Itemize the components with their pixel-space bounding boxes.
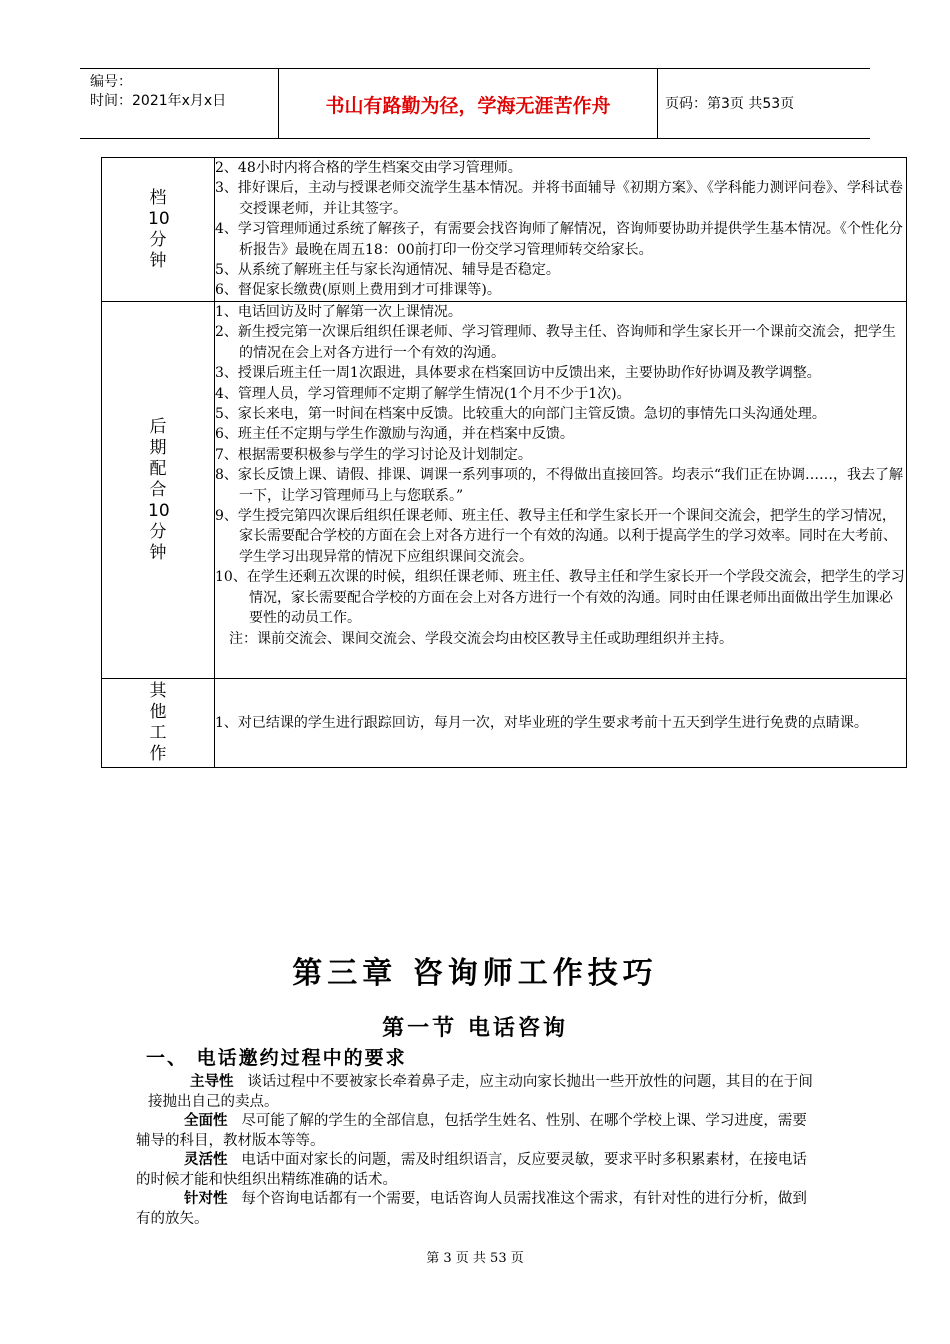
chapter-title: 第三章 咨询师工作技巧: [292, 956, 658, 991]
table-note: 注：课前交流会、课间交流会、学段交流会均由校区教导主任或助理组织并主持。: [229, 630, 733, 647]
list-item: 6、班主任不定期与学生作激励与沟通，并在档案中反馈。: [215, 426, 574, 443]
list-item: 3、授课后班主任一周1次跟进，具体要求在档案回访中反馈出来，主要协助作好协调及教学调整。: [215, 365, 821, 382]
header-page-number: 页码：第3页 共53页: [665, 96, 795, 112]
paragraph-term: 全面性: [184, 1113, 228, 1129]
list-item: 4、管理人员，学习管理师不定期了解学生情况(1个月不少于1次)。: [215, 385, 631, 402]
row-content: [215, 679, 907, 768]
table-row: [102, 302, 907, 679]
paragraph: [136, 1150, 816, 1190]
row-label-text: 后期配合10分钟: [148, 416, 170, 563]
list-item: 1、对已结课的学生进行跟踪回访，每月一次，对毕业班的学生要求考前十五天到学生进行免费的点睛课。: [215, 714, 868, 731]
list-item: 1、电话回访及时了解第一次上课情况。: [215, 304, 462, 320]
header-divider: [278, 69, 279, 138]
header-motto: 书山有路勤为径，学海无涯苦作舟: [325, 95, 611, 117]
row-label: [102, 158, 215, 302]
list-item: 5、家长来电，第一时间在档案中反馈。比较重大的向部门主管反馈。急切的事情先口头沟通处理。: [215, 406, 826, 423]
paragraph: [136, 1189, 816, 1229]
row-label-text: 档10分钟: [148, 187, 170, 271]
paragraph: [148, 1072, 816, 1112]
document-date: 时间：2021年x月x日: [90, 93, 227, 109]
list-item: 5、从系统了解班主任与家长沟通情况、辅导是否稳定。: [215, 262, 560, 279]
table-row: [102, 158, 907, 302]
document-number: 编号：: [90, 74, 132, 90]
list-item: 8、家长反馈上课、请假、排课、调课一系列事项的，不得做出直接回答。均表示“我们正在协调……，我去了解一下，让学习管理师马上与您联系。”: [215, 467, 904, 504]
list-item: 9、学生授完第四次课后组织任课老师、班主任、教导主任和学生家长开一个课间交流会，把学生的学习情况，家长需要配合学校的方面在会上对各方进行一个有效的沟通。以利于提高学生的学习效率。同时在大考前、学生学习出现异常的情况下应组织课间交流会。: [215, 508, 897, 565]
workflow-table: [101, 157, 907, 768]
header-meta: [90, 73, 226, 111]
paragraph-text: 电话中面对家长的问题，需及时组织语言，反应要灵敏，要求平时多积累素材，在接电话的时候才能和快组织出精练准确的话术。: [136, 1152, 807, 1188]
list-item: 4、学习管理师通过系统了解孩子，有需要会找咨询师了解情况，咨询师要协助并提供学生基本情况。《个性化分析报告》最晚在周五18：00前打印一份交学习管理师转交给家长。: [215, 221, 903, 258]
row-label: [102, 302, 215, 679]
list-item: 6、督促家长缴费(原则上费用到才可排课等)。: [215, 282, 501, 299]
row-label: [102, 679, 215, 768]
row-label-text: 其他工作: [149, 681, 167, 764]
list-item: 7、根据需要积极参与学生的学习讨论及计划制定。: [215, 446, 532, 463]
paragraph-text: 每个咨询电话都有一个需要，电话咨询人员需找准这个需求，有针对性的进行分析，做到有的放矢。: [136, 1191, 807, 1227]
paragraph-text: 尽可能了解的学生的全部信息，包括学生姓名、性别、在哪个学校上课、学习进度，需要辅导的科目，教材版本等等。: [136, 1113, 807, 1149]
table-row: [102, 679, 907, 768]
paragraph-text: 谈话过程中不要被家长牵着鼻子走，应主动向家长抛出一些开放性的问题，其目的在于间接抛出自己的卖点。: [148, 1074, 813, 1110]
paragraph-term: 针对性: [184, 1191, 228, 1207]
header-divider: [657, 69, 658, 138]
section-title: 第一节 电话咨询: [382, 1015, 568, 1041]
page-footer: 第 3 页 共 53 页: [426, 1251, 524, 1266]
page-header: [80, 68, 870, 139]
list-item: 2、新生授完第一次课后组织任课老师、学习管理师、教导主任、咨询师和学生家长开一个课前交流会，把学生的情况在会上对各方进行一个有效的沟通。: [215, 324, 896, 361]
row-content: [215, 302, 907, 679]
row-content: [215, 158, 907, 302]
list-item: 3、排好课后，主动与授课老师交流学生基本情况。并将书面辅导《初期方案》、《学科能力测评问卷》、学科试卷交授课老师，并让其签字。: [215, 180, 903, 217]
subsection-heading: 一、 电话邀约过程中的要求: [146, 1047, 407, 1069]
list-item: 2、48小时内将合格的学生档案交由学习管理师。: [215, 160, 522, 176]
paragraph-term: 灵活性: [184, 1152, 228, 1168]
paragraph-term: 主导性: [190, 1074, 234, 1090]
list-item: 10、在学生还剩五次课的时候，组织任课老师、班主任、教导主任和学生家长开一个学段交流会，把学生的学习情况，家长需要配合学校的方面在会上对各方进行一个有效的沟通。同时由任课老师出面做出学生加课必要性的动员工作。: [215, 569, 905, 627]
paragraph: [136, 1111, 816, 1151]
